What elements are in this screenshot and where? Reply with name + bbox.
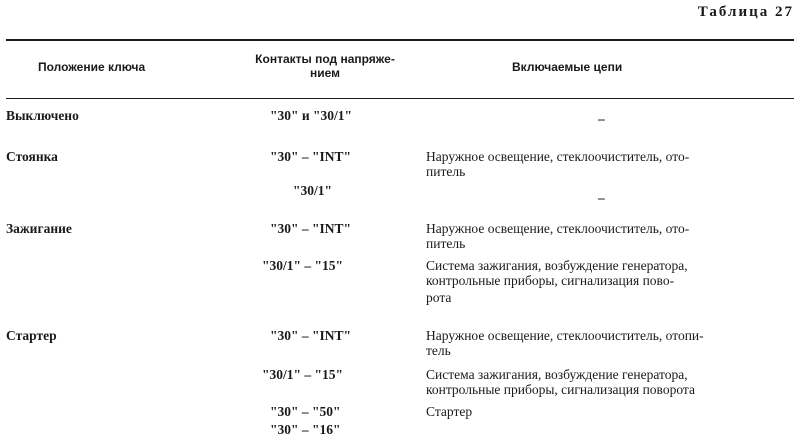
- row-ignition-circuits-2: Система зажигания, возбуждение генератора, контрольные приборы, сигнализация пово-: [426, 258, 688, 288]
- row-parking-contacts-2: "30/1": [293, 183, 332, 198]
- row-parking-contacts-1: "30" – "INT": [270, 149, 351, 164]
- row-starter-circuits-1: Наружное освещение, стеклоочиститель, отопи- тель: [426, 328, 704, 358]
- row-parking-circuits-2: –: [598, 190, 605, 205]
- header-live-contacts: Контакты под напряже- нием: [255, 52, 395, 80]
- row-starter-contacts-4: "30" – "16": [270, 422, 341, 437]
- row-off-contacts: "30" и "30/1": [270, 108, 353, 123]
- table-header-rule: [6, 98, 794, 99]
- row-starter-circuits-2: Система зажигания, возбуждение генератора, контрольные приборы, сигнализация поворота: [426, 367, 695, 397]
- row-parking-circuits-1: Наружное освещение, стеклоочиститель, ото- питель: [426, 149, 690, 179]
- table-caption: Таблица 27: [697, 4, 794, 20]
- table-top-rule: [6, 39, 794, 41]
- row-ignition-contacts-2: "30/1" – "15": [262, 258, 343, 273]
- row-parking-position: Стоянка: [6, 149, 58, 164]
- row-starter-contacts-3: "30" – "50": [270, 404, 341, 419]
- header-key-position: Положение ключа: [38, 60, 146, 74]
- header-switched-circuits: Включаемые цепи: [512, 60, 623, 74]
- row-starter-contacts-1: "30" – "INT": [270, 328, 351, 343]
- row-off-circuits: –: [598, 111, 605, 126]
- row-ignition-position: Зажигание: [6, 221, 72, 236]
- row-starter-position: Стартер: [6, 328, 57, 343]
- row-off-position: Выключено: [6, 108, 79, 123]
- row-ignition-contacts-1: "30" – "INT": [270, 221, 351, 236]
- row-ignition-circuits-1: Наружное освещение, стеклоочиститель, ото- питель: [426, 221, 690, 251]
- row-ignition-circuits-2-tail: рота: [426, 290, 452, 305]
- row-starter-circuits-3: Стартер: [426, 404, 473, 419]
- row-starter-contacts-2: "30/1" – "15": [262, 367, 343, 382]
